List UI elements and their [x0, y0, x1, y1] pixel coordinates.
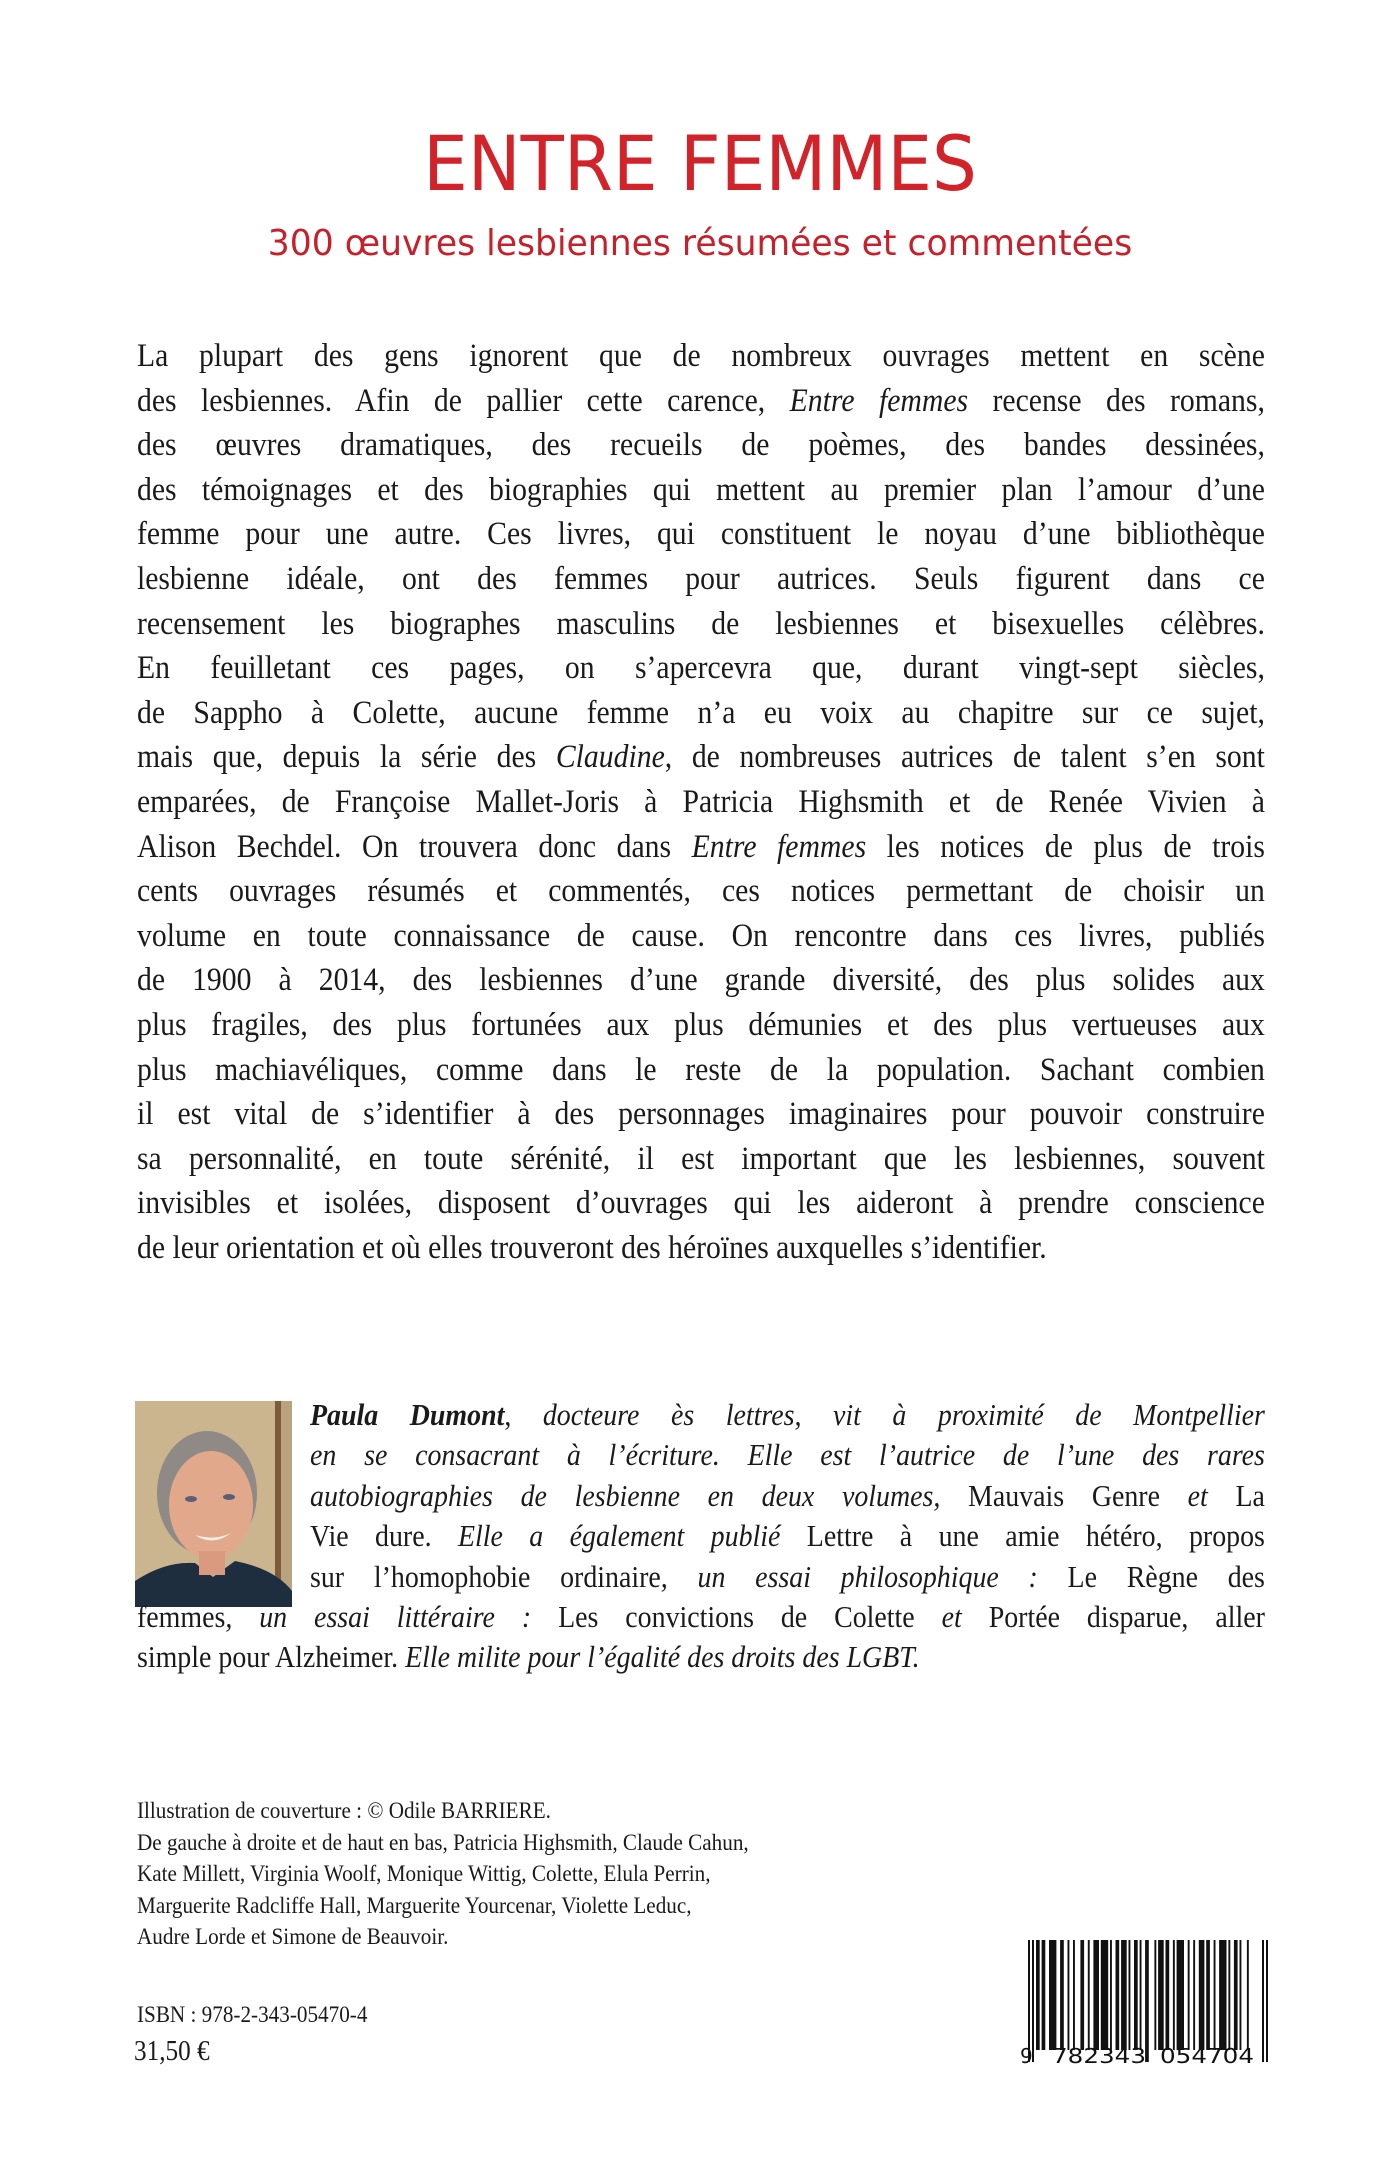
italic-text: Elle milite pour l’égalité des droits des LGBT. [405, 1639, 920, 1675]
text-run: de leur orientation et où elles trouveront des héroïnes auxquelles s’identifier. [137, 1229, 1047, 1266]
credit-line: Audre Lorde et Simone de Beauvoir. [137, 1924, 449, 1950]
text-run: les notices de plus de trois [866, 828, 1265, 865]
italic-text: Paula Dumont [310, 1397, 505, 1432]
italic-text: Entre femmes [789, 382, 969, 419]
text-run: Lettre à une amie hétéro, propos [780, 1518, 1265, 1554]
price-label: 31,50 € [134, 2036, 210, 2067]
text-run: plus machiavéliques, comme dans le reste de la population. Sachant combien [137, 1051, 1265, 1088]
text-run: Mauvais Genre [940, 1477, 1188, 1513]
book-title: ENTRE FEMMES [423, 119, 977, 208]
text-line [137, 423, 1265, 468]
text-line [137, 869, 1265, 914]
text-run: volume en toute connaissance de cause. On rencontre dans ces livres, publiés [137, 917, 1265, 954]
text-run: Le Règne des [1037, 1558, 1265, 1594]
text-run: Portée disparue, aller [961, 1598, 1265, 1634]
text-run: La [1207, 1477, 1265, 1513]
italic-text: et [1187, 1477, 1208, 1513]
text-line [137, 914, 1265, 959]
credit-line: De gauche à droite et de haut en bas, Patricia Highsmith, Claude Cahun, [137, 1829, 749, 1855]
text-run: emparées, de Françoise Mallet-Joris à Patricia Highsmith et de Renée Vivien à [137, 783, 1265, 820]
text-run: des œuvres dramatiques, des recueils de poèmes, des bandes dessinées, [137, 427, 1265, 464]
text-run: La plupart des gens ignorent que de nombreux ouvrages mettent en scène [137, 338, 1265, 374]
text-line [137, 825, 1265, 870]
text-run: recensement les biographes masculins de lesbiennes et bisexuelles célèbres. [137, 605, 1265, 642]
svg-text:782343: 782343 [1052, 2044, 1146, 2068]
text-line [137, 735, 1265, 780]
text-line [137, 602, 1265, 647]
text-line [137, 780, 1265, 825]
text-run: de Sappho à Colette, aucune femme n’a eu voix au chapitre sur ce sujet, [137, 694, 1265, 731]
text-line [137, 379, 1265, 424]
text-run: , de nombreuses autrices de talent s’en sont [664, 739, 1265, 776]
text-run: des témoignages et des biographies qui mettent au premier plan l’amour d’une [137, 471, 1265, 508]
text-run: Vie dure. [310, 1518, 458, 1554]
text-run: lesbienne idéale, ont des femmes pour autrices. Seuls figurent dans ce [137, 560, 1265, 597]
credit-line: Kate Millett, Virginia Woolf, Monique Wittig, Colette, Elula Perrin, [137, 1861, 711, 1887]
text-line [137, 1092, 1265, 1137]
text-line [137, 1226, 1265, 1271]
svg-text:054704: 054704 [1160, 2044, 1254, 2068]
blurb-paragraph [137, 334, 1265, 1270]
credit-line: Marguerite Radcliffe Hall, Marguerite Yourcenar, Violette Leduc, [137, 1892, 692, 1918]
text-line [137, 1137, 1265, 1182]
text-run: En feuilletant ces pages, on s’apercevra que, durant vingt-sept siècles, [137, 650, 1265, 687]
isbn-number: ISBN : 978-2-343-05470-4 [137, 2002, 368, 2027]
text-run: plus fragiles, des plus fortunées aux plus démunies et des plus vertueuses aux [137, 1006, 1265, 1043]
text-line [137, 1048, 1265, 1093]
text-run: sur l’homophobie ordinaire [310, 1558, 661, 1594]
text-line [310, 1395, 1265, 1435]
text-line [137, 334, 1265, 379]
text-run: il est vital de s’identifier à des personnages imaginaires pour pouvoir construire [137, 1096, 1265, 1133]
text-line [310, 1557, 1265, 1597]
italic-text: , un essai littéraire : [225, 1598, 532, 1634]
author-bio [137, 1395, 1265, 1678]
barcode-icon [1010, 1930, 1280, 2070]
italic-text: docteure ès lettres, vit à proximité de Montpellier [542, 1397, 1265, 1432]
text-run: mais que, depuis la série des [137, 739, 556, 776]
text-run: cents ouvrages résumés et commentés, ces notices permettant de choisir un [137, 873, 1265, 910]
text-line [137, 1003, 1265, 1048]
text-run: femme pour une autre. Ces livres, qui constituent le noyau d’une bibliothèque [137, 516, 1265, 553]
text-run: de 1900 à 2014, des lesbiennes d’une grande diversité, des plus solides aux [137, 962, 1265, 999]
text-run: , [504, 1397, 543, 1432]
italic-text: Elle a également publié [457, 1518, 781, 1554]
italic-text: Claudine [555, 739, 665, 776]
book-subtitle: 300 œuvres lesbiennes résumées et commentées [267, 223, 1133, 264]
cover-credits [137, 1795, 897, 1953]
italic-text: , un essai philosophique : [660, 1558, 1038, 1594]
text-line [137, 1597, 1265, 1637]
text-run: Les convictions de Colette [531, 1598, 942, 1634]
isbn-barcode [1010, 1930, 1280, 2070]
text-line [137, 512, 1265, 557]
text-line [310, 1516, 1265, 1556]
text-run: recense des romans, [968, 382, 1265, 419]
text-line [137, 468, 1265, 513]
text-run: simple pour Alzheimer. [137, 1639, 406, 1675]
text-line [137, 958, 1265, 1003]
text-line [137, 557, 1265, 602]
italic-text: autobiographies de lesbienne en deux volumes, [310, 1477, 941, 1513]
text-line [137, 1181, 1265, 1226]
text-run: invisibles et isolées, disposent d’ouvrages qui les aideront à prendre conscience [137, 1185, 1265, 1222]
italic-text: et [941, 1598, 962, 1634]
text-line [137, 691, 1265, 736]
italic-text: en se consacrant à l’écriture. Elle est l’autrice de l’une des rares [310, 1437, 1265, 1473]
text-line [310, 1435, 1265, 1475]
svg-text:9: 9 [1020, 2044, 1033, 2068]
text-line [137, 1637, 1265, 1677]
text-line [310, 1476, 1265, 1516]
credit-line: Illustration de couverture : © Odile BARRIERE. [137, 1798, 551, 1823]
text-run: femmes [137, 1598, 226, 1634]
text-run: sa personnalité, en toute sérénité, il est important que les lesbiennes, souvent [137, 1140, 1265, 1177]
text-run: des lesbiennes. Afin de pallier cette carence, [137, 382, 790, 419]
text-line [137, 646, 1265, 691]
italic-text: Entre femmes [691, 828, 867, 865]
text-run: Alison Bechdel. On trouvera donc dans [137, 828, 692, 865]
